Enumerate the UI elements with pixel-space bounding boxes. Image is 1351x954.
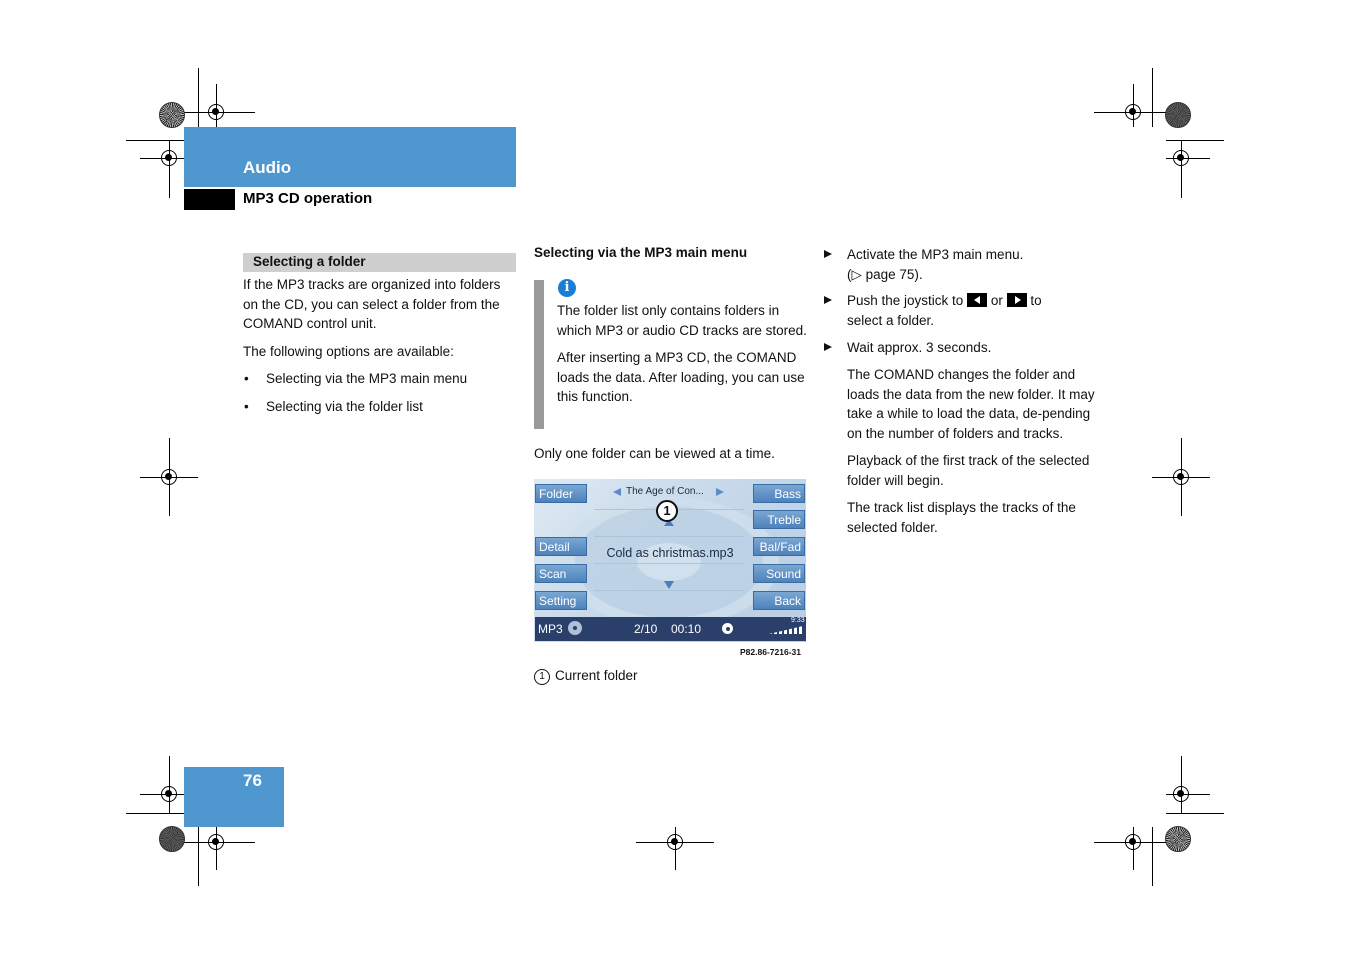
crosshair-mark xyxy=(161,786,177,802)
triangle-arrow-icon xyxy=(824,296,832,304)
crosshair-mark xyxy=(1125,104,1141,120)
screen-detail-button: Detail xyxy=(535,537,587,556)
signal-strength-icon xyxy=(769,626,803,634)
step-text-to: to xyxy=(1030,293,1042,308)
triangle-arrow-icon xyxy=(824,343,832,351)
topic-heading-text: Selecting a folder xyxy=(253,254,366,269)
chevron-left-icon xyxy=(613,488,621,496)
screen-balfad-button: Bal/Fad xyxy=(753,537,805,556)
screen-status-bar xyxy=(535,617,806,641)
right-arrow-key-icon xyxy=(1007,293,1027,307)
header-bar xyxy=(184,127,516,187)
chevron-right-icon xyxy=(716,488,724,496)
crosshair-mark xyxy=(667,834,683,850)
crosshair-mark xyxy=(208,834,224,850)
intro-paragraph: If the MP3 tracks are organized into folders on the CD, you can select a folder from the COMAND control unit. xyxy=(243,277,501,331)
callout-marker: 1 xyxy=(656,500,678,522)
options-intro: The following options are available: xyxy=(243,343,454,359)
status-time: 00:10 xyxy=(671,622,702,636)
options-list xyxy=(243,369,519,416)
star-target-mark xyxy=(1165,102,1191,128)
list-item: • Selecting via the folder list xyxy=(243,397,519,417)
screen-bass-button: Bass xyxy=(753,484,805,503)
caption-text: Current folder xyxy=(555,668,638,683)
step-results xyxy=(847,365,1099,545)
step-text: Push the joystick to xyxy=(847,293,964,308)
result-paragraph: The COMAND changes the folder and loads the data from the new folder. It may take a while to load the data, de-pending on the number of folders and tracks. xyxy=(847,367,1095,441)
screen-scan-button: Scan xyxy=(535,564,587,583)
screen-setting-button: Setting xyxy=(535,591,587,610)
result-paragraph: Playback of the first track of the selected folder will begin. xyxy=(847,453,1090,488)
info-icon: i xyxy=(558,279,576,297)
info-paragraph: The folder list only contains folders in which MP3 or audio CD tracks are stored. xyxy=(557,303,807,338)
step-text-or: or xyxy=(990,293,1003,308)
comand-screen-figure xyxy=(534,479,806,642)
screen-folder-name: The Age of Con... xyxy=(626,486,704,497)
column-1 xyxy=(243,275,519,424)
info-paragraph: After inserting a MP3 CD, the COMAND loads the data. After loading, you can use this function. xyxy=(557,350,805,404)
info-note xyxy=(557,301,811,415)
step-text: Activate the MP3 main menu. xyxy=(847,247,1024,262)
result-paragraph: The track list displays the tracks of the selected folder. xyxy=(847,500,1076,535)
screen-folder-button: Folder xyxy=(535,484,587,503)
crosshair-mark xyxy=(208,104,224,120)
crosshair-mark xyxy=(161,469,177,485)
chevron-down-icon xyxy=(664,581,674,589)
step-text: Wait approx. 3 seconds. xyxy=(847,340,992,355)
screen-sound-button: Sound xyxy=(753,564,805,583)
screen-track-name: Cold as christmas.mp3 xyxy=(606,546,734,560)
note-paragraph: Only one folder can be viewed at a time. xyxy=(534,446,775,461)
step-page-ref: (▷ page 75). xyxy=(847,266,923,282)
figure-code: P82.86-7216-31 xyxy=(740,647,801,657)
screen-back-button: Back xyxy=(753,591,805,610)
figure-caption xyxy=(534,666,638,686)
status-track-position: 2/10 xyxy=(634,622,658,636)
subsection-title: MP3 CD operation xyxy=(243,190,373,207)
step-3 xyxy=(824,338,1099,358)
step-text: select a folder. xyxy=(847,312,935,328)
triangle-arrow-icon xyxy=(824,250,832,258)
subsection-marker xyxy=(184,189,235,210)
topic-heading xyxy=(243,253,516,272)
disc-icon xyxy=(722,623,733,634)
subsection-heading: Selecting via the MP3 main menu xyxy=(534,245,748,260)
list-item: • Selecting via the MP3 main menu xyxy=(243,369,519,389)
star-target-mark xyxy=(159,826,185,852)
step-2 xyxy=(824,291,1099,330)
star-target-mark xyxy=(159,102,185,128)
status-mode: MP3 xyxy=(538,622,563,636)
crosshair-mark xyxy=(1125,834,1141,850)
star-target-mark xyxy=(1165,826,1191,852)
crosshair-mark xyxy=(1173,469,1189,485)
caption-number: 1 xyxy=(534,669,550,685)
screen-treble-button: Treble xyxy=(753,510,805,529)
info-bar xyxy=(534,280,544,429)
page-number: 76 xyxy=(243,771,262,790)
section-title: Audio xyxy=(243,158,292,177)
status-clock: 9:33 xyxy=(791,617,805,624)
crosshair-mark xyxy=(1173,786,1189,802)
left-arrow-key-icon xyxy=(967,293,987,307)
page-number-box xyxy=(184,767,284,827)
cd-icon xyxy=(568,621,582,635)
step-1 xyxy=(824,245,1099,284)
